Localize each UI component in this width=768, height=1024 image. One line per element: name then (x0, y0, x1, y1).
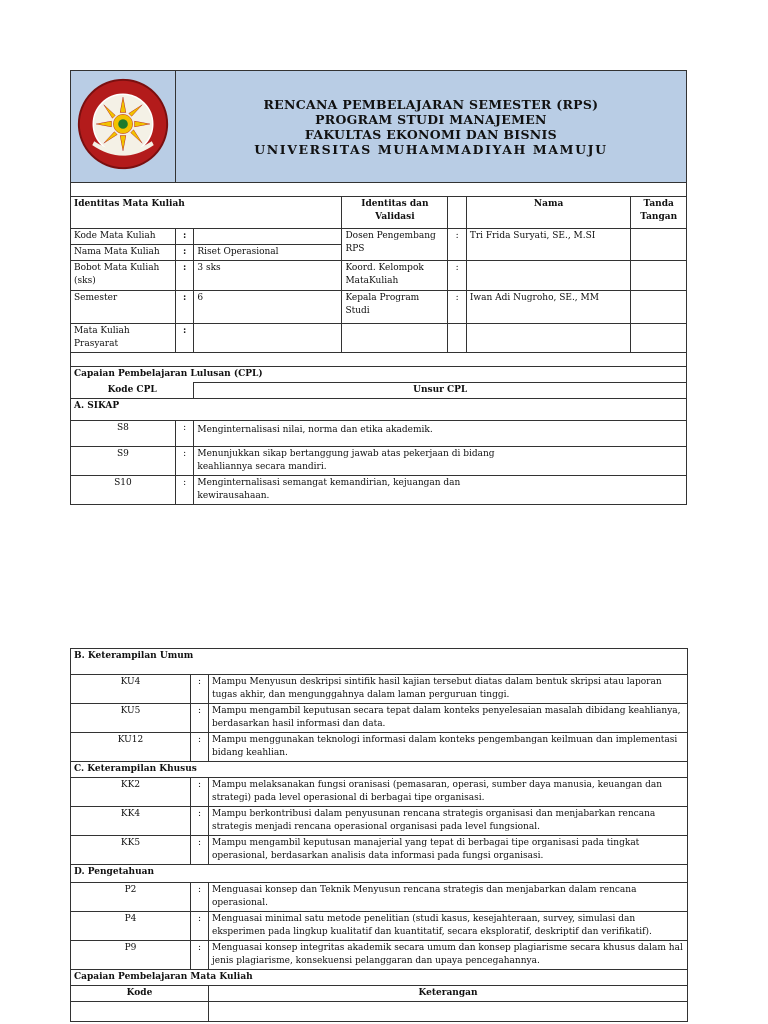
value-kode-mk (194, 229, 342, 245)
cpl-code: P9 (71, 941, 191, 970)
value-bobot-mk: 3 sks (194, 261, 342, 291)
cpl-code: S10 (71, 476, 176, 505)
cpl-code: S9 (71, 447, 176, 476)
col-keterangan: Keterangan (209, 986, 688, 1002)
label-kode-mk: Kode Mata Kuliah (71, 229, 176, 245)
cpmk-title: Capaian Pembelajaran Mata Kuliah (71, 970, 688, 986)
sign-koord (631, 261, 687, 291)
cpl-text: Menginternalisasi nilai, norma dan etika akademik. (194, 421, 687, 447)
sign-dosen (631, 229, 687, 261)
section-keterampilan-khusus: C. Keterampilan Khusus (71, 762, 688, 778)
document-title (175, 71, 686, 183)
cpl-text: Mampu mengambil keputusan manajerial yang tepat di berbagai tipe organisasi pada tingkat operasional, berdasarkan analisis data informasi pada fungsi organisasi. (209, 836, 688, 865)
cpl-text: Mampu berkontribusi dalam penyusunan rencana strategis organisasi dan menjabarkan rencana strategis menjadi rencana operasional organisasi pada level fungsional. (209, 807, 688, 836)
value-dosen-pengembang: Tri Frida Suryati, SE., M.SI (466, 229, 631, 261)
col-kode-cpl: Kode CPL (71, 383, 194, 399)
section-keterampilan-umum: B. Keterampilan Umum (71, 649, 688, 675)
cpl-code: KK2 (71, 778, 191, 807)
label-prasyarat: Mata Kuliah Prasyarat (71, 324, 176, 353)
col-nama: Nama (466, 197, 631, 229)
label-bobot-mk: Bobot Mata Kuliah (sks) (71, 261, 176, 291)
value-koord-kelompok (466, 261, 631, 291)
label-koord-kelompok: Koord. Kelompok MataKuliah (342, 261, 448, 291)
cpl-text: Mampu melaksanakan fungsi oranisasi (pemasaran, operasi, sumber daya manusia, keuangan dan strategi) pada level operasional di berbagai tipe organisasi. (209, 778, 688, 807)
value-semester: 6 (194, 291, 342, 324)
col-unsur-cpl: Unsur CPL (194, 383, 687, 399)
spacer-row (71, 183, 687, 197)
label-dosen-pengembang: Dosen Pengembang RPS (342, 229, 448, 261)
col-tanda-tangan: Tanda Tangan (631, 197, 687, 229)
section-sikap: A. SIKAP (71, 399, 687, 421)
title-line-3: FAKULTAS EKONOMI DAN BISNIS (304, 126, 557, 142)
rps-table-top: RENCANA PEMBELAJARAN SEMESTER (RPS) PROGRAM STUDI MANAJEMEN FAKULTAS EKONOMI DAN BISNIS UNIVERSITAS MUHAMMADIYAH MAMUJU Identitas Mata Kuliah Identitas dan Validasi Nama Tanda Tangan Kode Mata Kuliah : Dosen Pengembang RPS : Tri Frida Suryati, SE., M.SI Nama Mata Kuliah : Riset Operasional Bobot Mata Kuliah (sks) : 3 sks Koord. Kelompok MataKuliah : Semester : 6 Kepala Program Studi : Iwan Adi Nugroho, SE., MM Mata Kuliah Prasyarat : Capaian Pembelajaran Lulusan (CPL) Kode CPL Unsur CPL A. SIKAP S8 : Menginternalisasi nilai, norma dan etika akademik. S9 : Menunjukkan sikap bertanggung jawab atas pekerjaan di bidang keahliannya secara mandiri. S10 : Menginternalisasi semangat kemandirian, kejuangan dan kewirausahaan. (70, 70, 687, 505)
cpl-code: P4 (71, 912, 191, 941)
value-kepala-prodi: Iwan Adi Nugroho, SE., MM (466, 291, 631, 324)
value-prasyarat (194, 324, 342, 353)
university-logo (75, 76, 171, 172)
logo-cell (71, 71, 176, 183)
spacer-row (71, 353, 687, 367)
cpl-text: Menunjukkan sikap bertanggung jawab atas pekerjaan di bidang keahliannya secara mandiri. (194, 447, 687, 476)
rps-table-cpl-continued: B. Keterampilan Umum KU4 : Mampu Menyusun deskripsi sintifik hasil kajian tersebut diatas dalam bentuk skripsi atau laporan tugas akhir, dan mengunggahnya dalam laman perguruan tinggi. KU5 : Mampu mengambil keputusan secara tepat dalam konteks penyelesaian masalah dibidang keahlianya, berdasarkan hasil informasi dan data. KU12 : Mampu menggunakan teknologi informasi dalam konteks pengembangan keilmuan dan implementasi bidang keahlian. C. Keterampilan Khusus KK2 : Mampu melaksanakan fungsi oranisasi (pemasaran, operasi, sumber daya manusia, keuangan dan strategi) pada level operasional di berbagai tipe organisasi. KK4 : Mampu berkontribusi dalam penyusunan rencana strategis organisasi dan menjabarkan rencana strategis menjadi rencana operasional organisasi pada level fungsional. KK5 : Mampu mengambil keputusan manajerial yang tepat di berbagai tipe organisasi pada tingkat operasional, berdasarkan analisis data informasi pada fungsi organisasi. D. Pengetahuan P2 : Menguasai konsep dan Teknik Menyusun rencana strategis dan menjabarkan dalam rencana operasional. P4 : Menguasai minimal satu metode penelitian (studi kasus, kesejahteraan, survey, simulasi dan eksperimen pada lingkup kualitatif dan kuantitatif, secara eksploratif, deskriptif dan verifikatif). P9 : Menguasai konsep integritas akademik secara umum dan konsep plagiarisme secara khusus dalam hal jenis plagiarisme, konsekuensi pelanggaran dan upaya pencegahannya. Capaian Pembelajaran Mata Kuliah Kode Keterangan (70, 648, 688, 1022)
label-kepala-prodi: Kepala Program Studi (342, 291, 448, 324)
label-nama-mk: Nama Mata Kuliah (71, 245, 176, 261)
cpl-text: Mampu Menyusun deskripsi sintifik hasil kajian tersebut diatas dalam bentuk skripsi atau laporan tugas akhir, dan mengunggahnya dalam laman perguruan tinggi. (209, 675, 688, 704)
cpl-text: Mampu menggunakan teknologi informasi dalam konteks pengembangan keilmuan dan implementasi bidang keahlian. (209, 733, 688, 762)
cpl-code: S8 (71, 421, 176, 447)
title-line-1: RENCANA PEMBELAJARAN SEMESTER (RPS) (263, 96, 599, 112)
cpl-code: KU5 (71, 704, 191, 733)
title-line-2: PROGRAM STUDI MANAJEMEN (315, 111, 547, 127)
cpl-text: Menguasai minimal satu metode penelitian (studi kasus, kesejahteraan, survey, simulasi dan eksperimen pada lingkup kualitatif dan kuantitatif, secara eksploratif, deskriptif dan verifikatif). (209, 912, 688, 941)
cpl-text: Menginternalisasi semangat kemandirian, kejuangan dan kewirausahaan. (194, 476, 687, 505)
section-pengetahuan: D. Pengetahuan (71, 865, 688, 883)
title-line-4: UNIVERSITAS MUHAMMADIYAH MAMUJU (254, 141, 608, 157)
cpl-text: Menguasai konsep integritas akademik secara umum dan konsep plagiarisme secara khusus dalam hal jenis plagiarisme, konsekuensi pelanggaran dan upaya pencegahannya. (209, 941, 688, 970)
label-semester: Semester (71, 291, 176, 324)
col-kode-cpmk: Kode (71, 986, 209, 1002)
cpl-code: KK4 (71, 807, 191, 836)
cpl-text: Menguasai konsep dan Teknik Menyusun rencana strategis dan menjabarkan dalam rencana operasional. (209, 883, 688, 912)
cpl-code: KU12 (71, 733, 191, 762)
sign-kaprodi (631, 291, 687, 324)
value-nama-mk: Riset Operasional (194, 245, 342, 261)
cpl-code: P2 (71, 883, 191, 912)
cpl-code: KK5 (71, 836, 191, 865)
cpl-code: KU4 (71, 675, 191, 704)
col-identitas-validasi: Identitas dan Validasi (342, 197, 448, 229)
cpl-title: Capaian Pembelajaran Lulusan (CPL) (71, 367, 687, 383)
cpl-text: Mampu mengambil keputusan secara tepat dalam konteks penyelesaian masalah dibidang keahlianya, berdasarkan hasil informasi dan data. (209, 704, 688, 733)
col-identitas-mk: Identitas Mata Kuliah (71, 197, 342, 229)
